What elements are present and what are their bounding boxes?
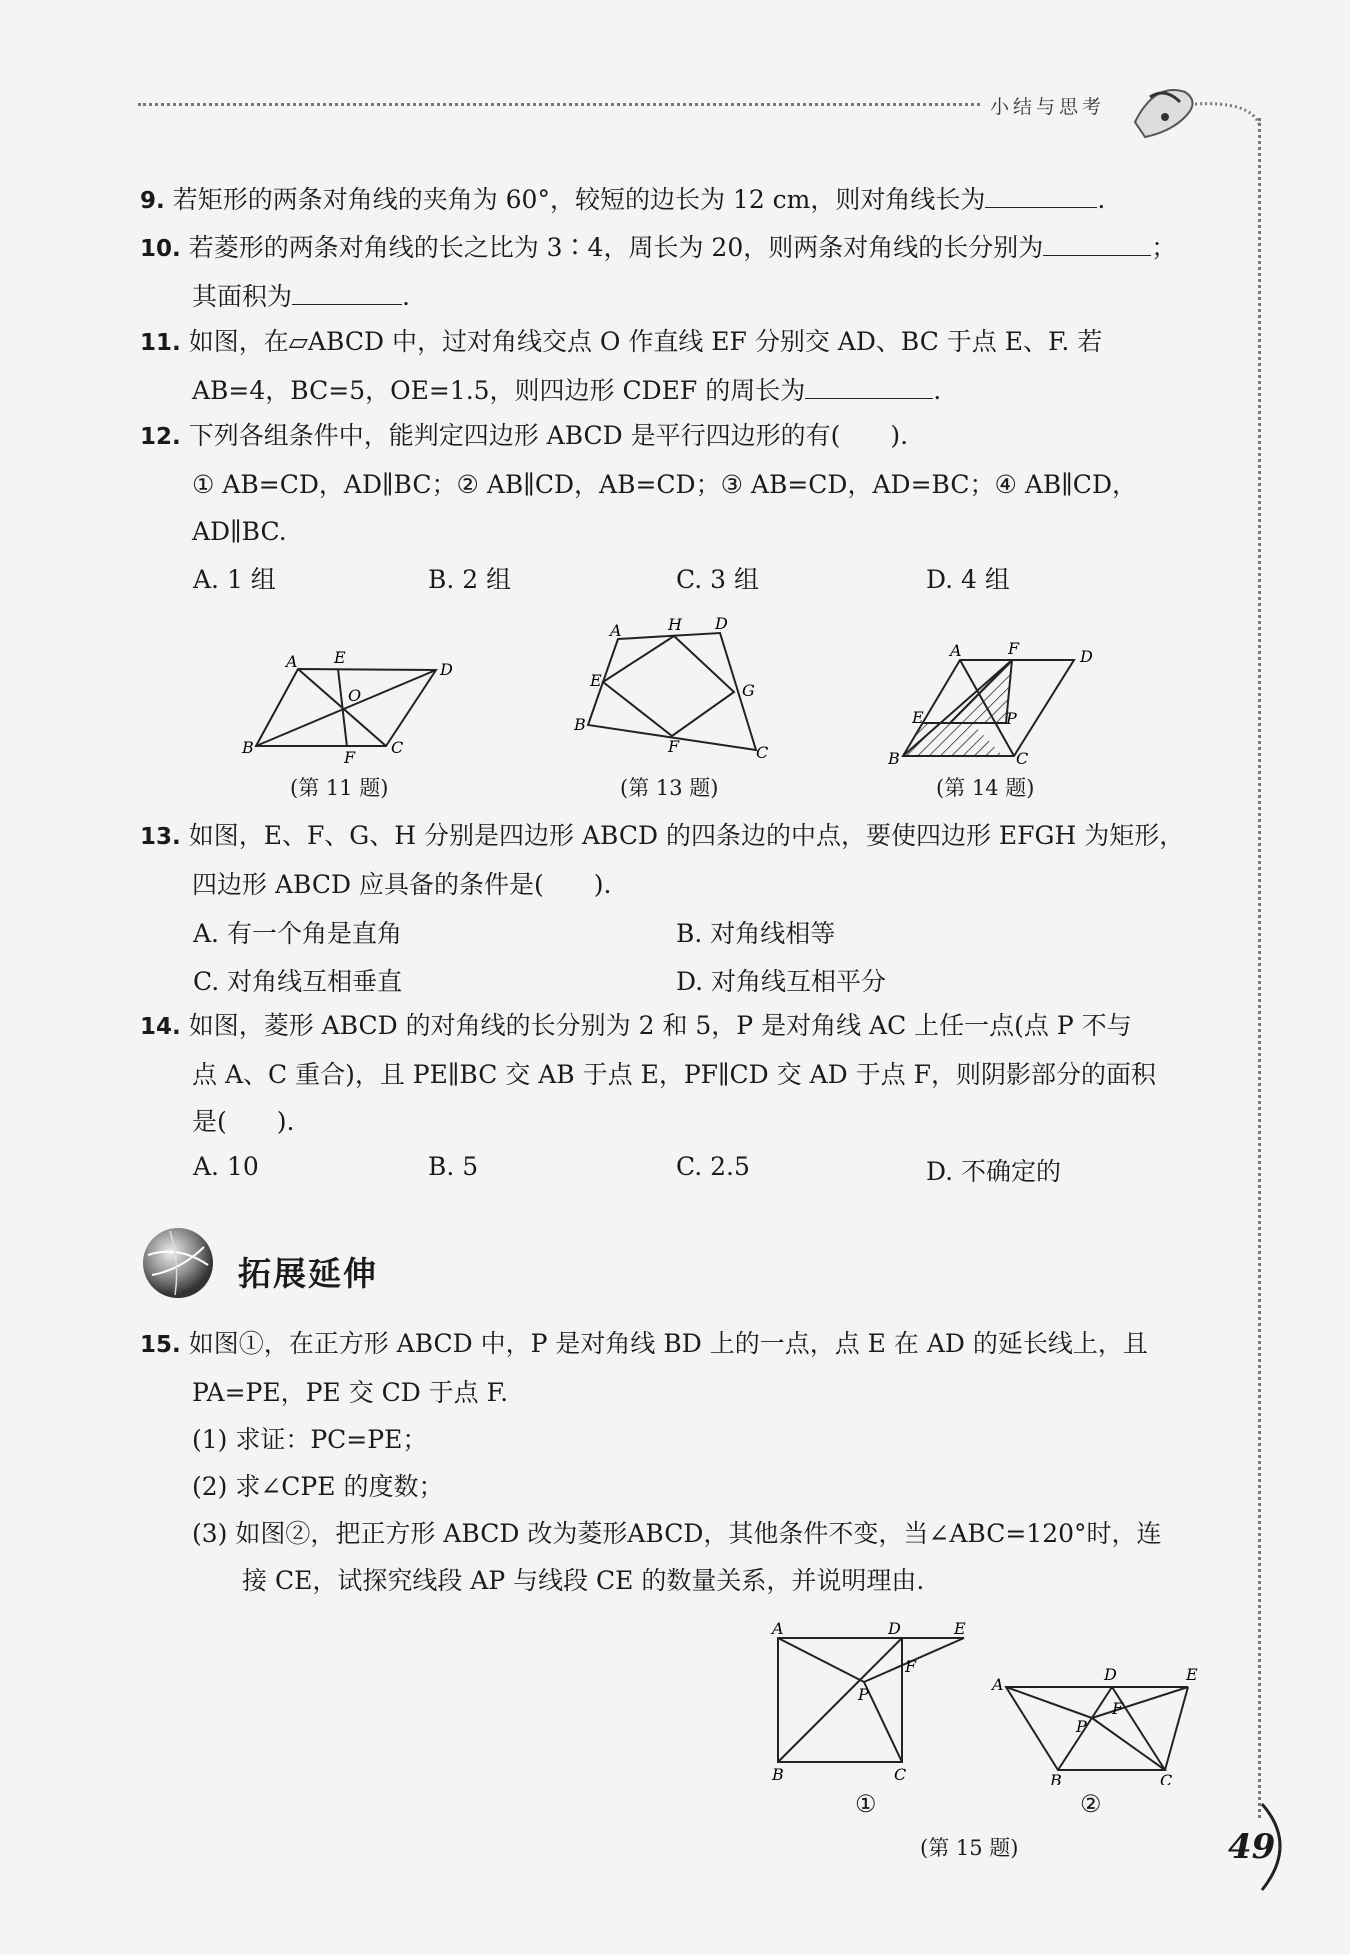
fig15b-label-e: E [1186,1665,1198,1684]
header-decoration-icon [1125,62,1205,152]
fig13-label-h: H [668,615,682,634]
option-d[interactable]: D. 不确定的 [926,1157,1062,1186]
question-12: 12. 下列各组条件中，能判定四边形 ABCD 是平行四边形的有( ). ① AB=CD，AD∥BC；② AB∥CD，AB=CD；③ AB=CD，AD=BC；④ AB∥CD， AD∥BC. [140,421,1137,546]
sub-question-1: (1) 求证：PC=PE； [192,1425,428,1454]
fig13-label-g: G [742,681,755,700]
figure-14 [888,638,1098,773]
fig13-label-f: F [668,737,680,756]
fig15a-label-d: D [888,1619,901,1638]
fig13-label-d: D [715,614,728,633]
fig14-label-d: D [1080,647,1093,666]
option-a[interactable]: A. 1 组 [193,565,276,594]
fig14-label-a: A [950,641,962,660]
fig14-caption: (第 14 题) [936,776,1035,800]
question-number: 11. [140,330,181,356]
question-number: 9. [140,188,165,214]
question-text: 若菱形的两条对角线的长之比为 3∶4，周长为 20，则两条对角线的长分别为 [188,233,1044,262]
figure-15-2 [990,1660,1200,1785]
fig15b-label-b: B [1050,1771,1062,1785]
option-c[interactable]: C. 2.5 [676,1152,750,1181]
option-d[interactable]: D. 4 组 [926,565,1010,594]
header-curve [1195,96,1265,126]
answer-blank[interactable] [1043,229,1151,256]
question-text: 下列各组条件中，能判定四边形 ABCD 是平行四边形的有( ). [188,421,909,450]
option-a[interactable]: A. 10 [193,1152,259,1181]
answer-blank[interactable] [805,372,933,399]
header-dotted-line [138,103,980,106]
fig14-label-p: P [1006,709,1017,728]
question-10: 10. 若菱形的两条对角线的长之比为 3∶4，周长为 20，则两条对角线的长分别为 ； 其面积为 . [140,224,1200,320]
question-15: 15. 如图①，在正方形 ABCD 中，P 是对角线 BD 上的一点，点 E 在 AD 的延长线上，且 PA=PE，PE 交 CD 于点 F. (1) 求证：PC=PE； (2) 求∠CPE 的度数； (3) 如图②，把正方形 ABCD 改为菱形ABCD，其他条件不变，当∠ABC=120°时，连 接 CE，试探究线段 AP 与线段 CE 的数量关系，并说明理由. [140,1320,1200,1604]
question-number: 14. [140,1014,181,1040]
question-text: 若矩形的两条对角线的夹角为 60°，较短的边长为 12 cm，则对角线长为 [172,185,986,214]
answer-blank[interactable] [292,278,402,305]
question-13: 13. 如图，E、F、G、H 分别是四边形 ABCD 的四条边的中点，要使四边形 EFGH 为矩形， 四边形 ABCD 应具备的条件是( ). [140,821,1185,899]
option-b[interactable]: B. 2 组 [428,565,512,594]
fig11-label-a: A [286,652,298,671]
fig15a-label-a: A [772,1619,784,1638]
question-number: 13. [140,824,181,850]
fig14-label-c: C [1016,749,1029,768]
fig11-label-o: O [348,686,362,705]
fig15a-caption: ① [855,1790,877,1818]
fig15b-label-f: F [1112,1699,1124,1718]
figure-11 [236,645,466,770]
fig11-label-f: F [344,748,356,767]
option-d[interactable]: D. 对角线互相平分 [676,967,887,996]
fig15b-label-a: A [992,1675,1004,1694]
margin-dotted-line [1258,118,1261,1818]
header-title: 小结与思考 [990,96,1106,118]
fig15a-label-f: F [905,1657,917,1676]
question-14: 14. 如图，菱形 ABCD 的对角线的长分别为 2 和 5，P 是对角线 AC 上任一点(点 P 不与 点 A、C 重合)，且 PE∥BC 交 AB 于点 E，PF∥CD 交 AD 于点 F，则阴影部分的面积 是( ). [140,1011,1156,1136]
question-11: 11. 如图，在▱ABCD 中，过对角线交点 O 作直线 EF 分别交 AD、BC 于点 E、F. 若 AB=4，BC=5，OE=1.5，则四边形 CDEF 的周长为 . [140,327,1103,405]
sub-question-2: (2) 求∠CPE 的度数； [192,1472,444,1501]
fig14-label-e: E [912,708,924,727]
fig13-label-b: B [574,715,586,734]
figure-15-1 [764,1618,974,1788]
fig15b-label-c: C [1160,1771,1173,1785]
question-number: 15. [140,1332,181,1358]
fig13-label-c: C [756,743,769,762]
fig15a-label-e: E [954,1619,966,1638]
fig11-label-e: E [334,648,346,667]
fig11-label-b: B [242,738,254,757]
fig15a-label-p: P [858,1685,869,1704]
page-number: 49 [1228,1827,1276,1867]
section-title: 拓展延伸 [238,1254,378,1293]
fig11-caption: (第 11 题) [290,776,389,800]
section-globe-icon [140,1225,216,1301]
question-text: 如图，在▱ABCD 中，过对角线交点 O 作直线 EF 分别交 AD、BC 于点 E、F. 若 [188,327,1103,356]
question-text: 如图，菱形 ABCD 的对角线的长分别为 2 和 5，P 是对角线 AC 上任一点(点 P 不与 [188,1011,1132,1040]
question-9: 9. 若矩形的两条对角线的夹角为 60°，较短的边长为 12 cm，则对角线长为 . [140,176,1200,225]
fig13-label-e: E [590,671,602,690]
option-c[interactable]: C. 对角线互相垂直 [193,967,403,996]
fig15b-label-d: D [1104,1665,1117,1684]
option-c[interactable]: C. 3 组 [676,565,759,594]
question-text: 如图①，在正方形 ABCD 中，P 是对角线 BD 上的一点，点 E 在 AD 的延长线上，且 [188,1329,1148,1358]
fig15b-label-p: P [1076,1717,1087,1736]
question-text: 如图，E、F、G、H 分别是四边形 ABCD 的四条边的中点，要使四边形 EFGH 为矩形， [188,821,1185,850]
sub-question-3: (3) 如图②，把正方形 ABCD 改为菱形ABCD，其他条件不变，当∠ABC=120°时，连 [192,1519,1162,1548]
option-b[interactable]: B. 5 [428,1152,479,1181]
fig15a-label-b: B [772,1765,784,1784]
question-number: 10. [140,236,181,262]
figure-13 [570,612,780,767]
fig14-label-f: F [1008,639,1020,658]
question-number: 12. [140,424,181,450]
option-a[interactable]: A. 有一个角是直角 [193,919,402,948]
answer-blank[interactable] [985,181,1097,208]
fig15a-label-c: C [894,1765,907,1784]
fig14-label-b: B [888,749,900,768]
fig11-label-d: D [440,660,453,679]
fig13-label-a: A [610,621,622,640]
option-b[interactable]: B. 对角线相等 [676,919,836,948]
fig11-label-c: C [391,738,404,757]
fig15b-caption: ② [1080,1790,1102,1818]
fig13-caption: (第 13 题) [620,776,719,800]
fig15-caption: (第 15 题) [920,1836,1019,1860]
